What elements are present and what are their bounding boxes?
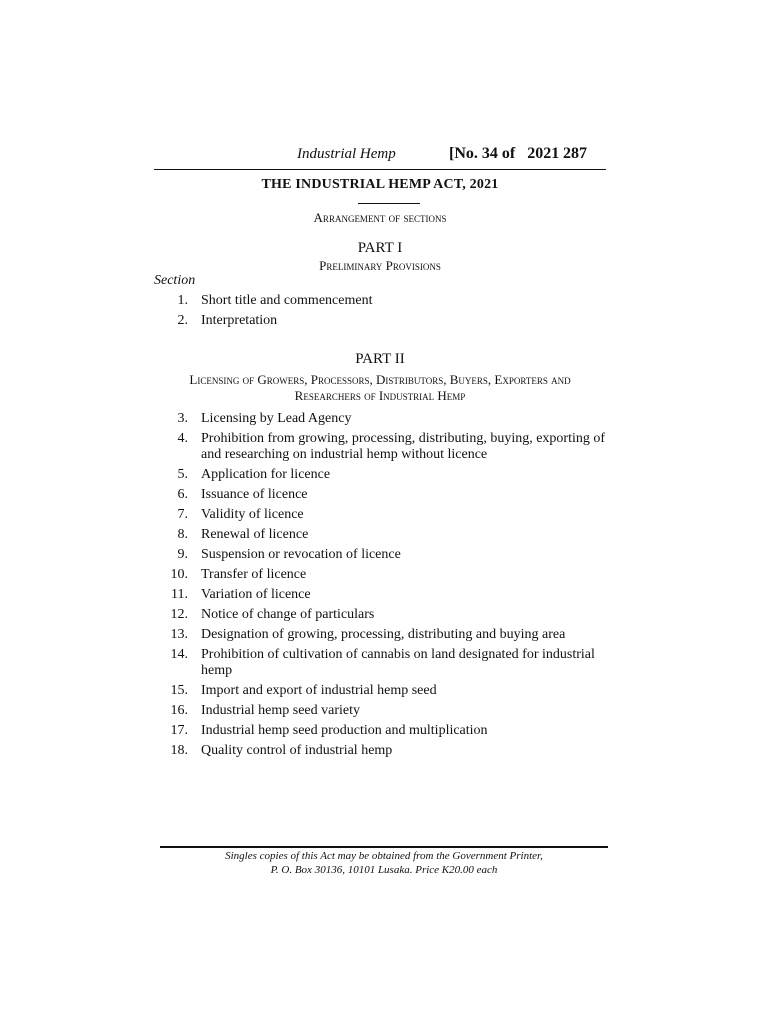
toc-row bbox=[154, 723, 606, 739]
footer-rule bbox=[160, 846, 608, 848]
toc-row bbox=[154, 587, 606, 603]
footnote-line-2: P. O. Box 30136, 10101 Lusaka. Price K20.00 each bbox=[270, 864, 498, 876]
toc-title: Quality control of industrial hemp bbox=[201, 743, 393, 758]
toc-row bbox=[154, 527, 606, 543]
toc-number: 9. bbox=[177, 547, 188, 562]
header-rule bbox=[154, 169, 606, 170]
toc-number: 5. bbox=[177, 467, 188, 482]
section-label: Section bbox=[154, 273, 196, 288]
toc-title: Prohibition from growing, processing, distributing, buying, exporting of and researching on industrial hemp without licence bbox=[201, 431, 606, 462]
toc-number: 2. bbox=[177, 313, 188, 328]
toc-row bbox=[154, 627, 606, 643]
toc-row bbox=[154, 547, 606, 563]
title-rule bbox=[358, 203, 420, 204]
toc-row bbox=[154, 467, 606, 483]
part-2-subheading-line-2: Researchers of Industrial Hemp bbox=[294, 388, 466, 403]
toc-title: Renewal of licence bbox=[201, 527, 309, 542]
toc-title: Industrial hemp seed variety bbox=[201, 703, 361, 718]
toc-title: Industrial hemp seed production and multiplication bbox=[201, 723, 488, 738]
part-2-subheading-line-1: Licensing of Growers, Processors, Distributors, Buyers, Exporters and bbox=[189, 372, 571, 387]
toc-title: Import and export of industrial hemp seed bbox=[201, 683, 437, 698]
toc-title: Designation of growing, processing, distributing and buying area bbox=[201, 627, 566, 642]
toc-title: Licensing by Lead Agency bbox=[201, 411, 352, 426]
toc-row bbox=[154, 647, 606, 679]
toc-number: 18. bbox=[170, 743, 188, 758]
running-head bbox=[154, 146, 606, 166]
toc-number: 4. bbox=[177, 431, 188, 446]
arrangement-label: Arrangement of sections bbox=[313, 210, 447, 225]
toc-number: 3. bbox=[177, 411, 188, 426]
toc-row bbox=[154, 507, 606, 523]
toc-row bbox=[154, 293, 606, 309]
toc-row bbox=[154, 313, 606, 329]
toc-title: Application for licence bbox=[201, 467, 331, 482]
toc-title: Validity of licence bbox=[201, 507, 304, 522]
toc-row bbox=[154, 487, 606, 503]
toc-row bbox=[154, 607, 606, 623]
toc-number: 15. bbox=[170, 683, 188, 698]
page-number: 287 bbox=[563, 145, 587, 162]
toc-number: 1. bbox=[177, 293, 188, 308]
act-title: THE INDUSTRIAL HEMP ACT, 2021 bbox=[261, 177, 499, 192]
toc-number: 17. bbox=[170, 723, 188, 738]
toc-title: Issuance of licence bbox=[201, 487, 308, 502]
toc-title: Short title and commencement bbox=[201, 293, 373, 308]
part-1-section-list bbox=[154, 293, 606, 333]
part-1-subheading: Preliminary Provisions bbox=[319, 258, 441, 273]
toc-number: 16. bbox=[170, 703, 188, 718]
toc-row bbox=[154, 683, 606, 699]
toc-row bbox=[154, 567, 606, 583]
toc-row bbox=[154, 431, 606, 463]
toc-number: 13. bbox=[170, 627, 188, 642]
toc-row bbox=[154, 411, 606, 427]
toc-number: 8. bbox=[177, 527, 188, 542]
part-1-heading: PART I bbox=[357, 240, 403, 256]
toc-title: Notice of change of particulars bbox=[201, 607, 375, 622]
toc-title: Transfer of licence bbox=[201, 567, 307, 582]
toc-row bbox=[154, 703, 606, 719]
part-2-section-list bbox=[154, 411, 606, 763]
toc-title: Interpretation bbox=[201, 313, 278, 328]
toc-title: Suspension or revocation of licence bbox=[201, 547, 401, 562]
toc-title: Prohibition of cultivation of cannabis on land designated for industrial hemp bbox=[201, 647, 595, 678]
toc-number: 6. bbox=[177, 487, 188, 502]
toc-row bbox=[154, 743, 606, 759]
running-head-act-number: [No. 34 of 2021 bbox=[449, 145, 560, 162]
price-footnote bbox=[160, 849, 608, 877]
part-2-heading: PART II bbox=[355, 351, 405, 367]
running-head-short-title: Industrial Hemp bbox=[297, 146, 396, 162]
toc-number: 10. bbox=[170, 567, 188, 582]
footnote-line-1: Singles copies of this Act may be obtained from the Government Printer, bbox=[225, 850, 543, 862]
toc-number: 7. bbox=[177, 507, 188, 522]
toc-number: 11. bbox=[171, 587, 188, 602]
toc-title: Variation of licence bbox=[201, 587, 311, 602]
toc-number: 12. bbox=[170, 607, 188, 622]
toc-number: 14. bbox=[170, 647, 188, 662]
